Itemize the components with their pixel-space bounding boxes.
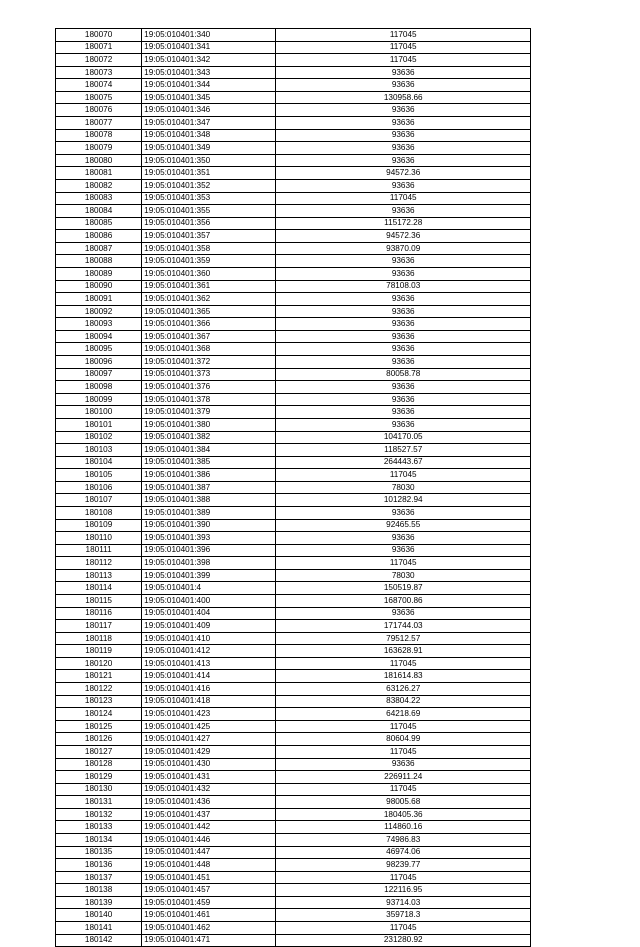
value-cell: 93636 — [276, 117, 531, 130]
table-row — [56, 506, 531, 519]
cadastral-number-cell: 19:05:010401:451 — [142, 871, 276, 884]
cadastral-number-cell: 19:05:010401:413 — [142, 657, 276, 670]
row-number-cell: 180080 — [56, 154, 142, 167]
value-cell: 117045 — [276, 922, 531, 935]
value-cell: 64218.69 — [276, 708, 531, 721]
value-cell: 93636 — [276, 381, 531, 394]
table-row — [56, 431, 531, 444]
value-cell: 93636 — [276, 293, 531, 306]
cadastral-number-cell: 19:05:010401:351 — [142, 167, 276, 180]
value-cell: 78030 — [276, 569, 531, 582]
row-number-cell: 180101 — [56, 418, 142, 431]
value-cell: 93636 — [276, 330, 531, 343]
cadastral-number-cell: 19:05:010401:448 — [142, 859, 276, 872]
row-number-cell: 180112 — [56, 557, 142, 570]
value-cell: 79512.57 — [276, 632, 531, 645]
cadastral-number-cell: 19:05:010401:412 — [142, 645, 276, 658]
table-row — [56, 381, 531, 394]
table-row — [56, 343, 531, 356]
table-row — [56, 884, 531, 897]
row-number-cell: 180122 — [56, 683, 142, 696]
cadastral-number-cell: 19:05:010401:348 — [142, 129, 276, 142]
cadastral-number-cell: 19:05:010401:393 — [142, 532, 276, 545]
table-row — [56, 569, 531, 582]
row-number-cell: 180096 — [56, 356, 142, 369]
cadastral-number-cell: 19:05:010401:442 — [142, 821, 276, 834]
table-row — [56, 645, 531, 658]
table-row — [56, 871, 531, 884]
cadastral-number-cell: 19:05:010401:368 — [142, 343, 276, 356]
row-number-cell: 180092 — [56, 305, 142, 318]
value-cell: 80058.78 — [276, 368, 531, 381]
table-row — [56, 255, 531, 268]
cadastral-number-cell: 19:05:010401:423 — [142, 708, 276, 721]
table-row — [56, 783, 531, 796]
row-number-cell: 180130 — [56, 783, 142, 796]
table-row — [56, 758, 531, 771]
cadastral-number-cell: 19:05:010401:461 — [142, 909, 276, 922]
row-number-cell: 180116 — [56, 607, 142, 620]
table-row — [56, 796, 531, 809]
cadastral-number-cell: 19:05:010401:372 — [142, 356, 276, 369]
table-row — [56, 117, 531, 130]
cadastral-number-cell: 19:05:010401:429 — [142, 745, 276, 758]
table-row — [56, 29, 531, 42]
cadastral-number-cell: 19:05:010401:376 — [142, 381, 276, 394]
value-cell: 117045 — [276, 29, 531, 42]
value-cell: 171744.03 — [276, 620, 531, 633]
cadastral-number-cell: 19:05:010401:399 — [142, 569, 276, 582]
row-number-cell: 180075 — [56, 91, 142, 104]
row-number-cell: 180128 — [56, 758, 142, 771]
row-number-cell: 180097 — [56, 368, 142, 381]
value-cell: 93870.09 — [276, 242, 531, 255]
cadastral-number-cell: 19:05:010401:425 — [142, 720, 276, 733]
table-row — [56, 771, 531, 784]
table-row — [56, 167, 531, 180]
table-row — [56, 91, 531, 104]
row-number-cell: 180079 — [56, 142, 142, 155]
cadastral-number-cell: 19:05:010401:356 — [142, 217, 276, 230]
value-cell: 117045 — [276, 745, 531, 758]
cadastral-number-cell: 19:05:010401:362 — [142, 293, 276, 306]
table-row — [56, 821, 531, 834]
table-row — [56, 808, 531, 821]
table-body — [56, 29, 531, 947]
table-row — [56, 41, 531, 54]
cadastral-number-cell: 19:05:010401:367 — [142, 330, 276, 343]
cadastral-number-cell: 19:05:010401:355 — [142, 205, 276, 218]
table-row — [56, 557, 531, 570]
row-number-cell: 180103 — [56, 444, 142, 457]
row-number-cell: 180102 — [56, 431, 142, 444]
cadastral-number-cell: 19:05:010401:431 — [142, 771, 276, 784]
value-cell: 163628.91 — [276, 645, 531, 658]
cadastral-number-cell: 19:05:010401:388 — [142, 494, 276, 507]
cadastral-number-cell: 19:05:010401:396 — [142, 544, 276, 557]
cadastral-number-cell: 19:05:010401:342 — [142, 54, 276, 67]
table-row — [56, 834, 531, 847]
value-cell: 93636 — [276, 305, 531, 318]
value-cell: 117045 — [276, 720, 531, 733]
cadastral-number-cell: 19:05:010401:343 — [142, 66, 276, 79]
row-number-cell: 180081 — [56, 167, 142, 180]
cadastral-number-cell: 19:05:010401:386 — [142, 469, 276, 482]
value-cell: 93636 — [276, 66, 531, 79]
table-row — [56, 154, 531, 167]
value-cell: 117045 — [276, 871, 531, 884]
table-row — [56, 683, 531, 696]
value-cell: 93636 — [276, 607, 531, 620]
value-cell: 93636 — [276, 418, 531, 431]
value-cell: 180405.36 — [276, 808, 531, 821]
value-cell: 94572.36 — [276, 167, 531, 180]
row-number-cell: 180089 — [56, 267, 142, 280]
table-row — [56, 205, 531, 218]
table-row — [56, 846, 531, 859]
row-number-cell: 180083 — [56, 192, 142, 205]
table-row — [56, 494, 531, 507]
cadastral-number-cell: 19:05:010401:350 — [142, 154, 276, 167]
value-cell: 83804.22 — [276, 695, 531, 708]
table-row — [56, 79, 531, 92]
cadastral-number-cell: 19:05:010401:360 — [142, 267, 276, 280]
value-cell: 93636 — [276, 142, 531, 155]
cadastral-number-cell: 19:05:010401:340 — [142, 29, 276, 42]
table-row — [56, 896, 531, 909]
table-row — [56, 469, 531, 482]
row-number-cell: 180113 — [56, 569, 142, 582]
value-cell: 117045 — [276, 783, 531, 796]
table-row — [56, 393, 531, 406]
cadastral-number-cell: 19:05:010401:373 — [142, 368, 276, 381]
cadastral-number-cell: 19:05:010401:462 — [142, 922, 276, 935]
value-cell: 93636 — [276, 758, 531, 771]
row-number-cell: 180136 — [56, 859, 142, 872]
row-number-cell: 180086 — [56, 230, 142, 243]
value-cell: 117045 — [276, 657, 531, 670]
row-number-cell: 180118 — [56, 632, 142, 645]
value-cell: 93636 — [276, 343, 531, 356]
row-number-cell: 180108 — [56, 506, 142, 519]
value-cell: 63126.27 — [276, 683, 531, 696]
cadastral-number-cell: 19:05:010401:404 — [142, 607, 276, 620]
value-cell: 92465.55 — [276, 519, 531, 532]
table-row — [56, 595, 531, 608]
table-row — [56, 733, 531, 746]
row-number-cell: 180088 — [56, 255, 142, 268]
row-number-cell: 180117 — [56, 620, 142, 633]
row-number-cell: 180099 — [56, 393, 142, 406]
value-cell: 150519.87 — [276, 582, 531, 595]
cadastral-number-cell: 19:05:010401:378 — [142, 393, 276, 406]
cadastral-number-cell: 19:05:010401:410 — [142, 632, 276, 645]
value-cell: 117045 — [276, 192, 531, 205]
table-row — [56, 230, 531, 243]
cadastral-number-cell: 19:05:010401:389 — [142, 506, 276, 519]
row-number-cell: 180109 — [56, 519, 142, 532]
row-number-cell: 180124 — [56, 708, 142, 721]
row-number-cell: 180072 — [56, 54, 142, 67]
value-cell: 226911.24 — [276, 771, 531, 784]
row-number-cell: 180087 — [56, 242, 142, 255]
value-cell: 115172.28 — [276, 217, 531, 230]
value-cell: 78108.03 — [276, 280, 531, 293]
row-number-cell: 180114 — [56, 582, 142, 595]
row-number-cell: 180133 — [56, 821, 142, 834]
value-cell: 93636 — [276, 104, 531, 117]
table-row — [56, 406, 531, 419]
value-cell: 104170.05 — [276, 431, 531, 444]
value-cell: 74986.83 — [276, 834, 531, 847]
table-row — [56, 293, 531, 306]
row-number-cell: 180084 — [56, 205, 142, 218]
value-cell: 93636 — [276, 154, 531, 167]
value-cell: 168700.86 — [276, 595, 531, 608]
table-row — [56, 670, 531, 683]
cadastral-number-cell: 19:05:010401:414 — [142, 670, 276, 683]
value-cell: 78030 — [276, 481, 531, 494]
cadastral-number-cell: 19:05:010401:436 — [142, 796, 276, 809]
cadastral-number-cell: 19:05:010401:365 — [142, 305, 276, 318]
row-number-cell: 180094 — [56, 330, 142, 343]
cadastral-number-cell: 19:05:010401:471 — [142, 934, 276, 947]
row-number-cell: 180085 — [56, 217, 142, 230]
cadastral-number-cell: 19:05:010401:437 — [142, 808, 276, 821]
value-cell: 117045 — [276, 469, 531, 482]
row-number-cell: 180131 — [56, 796, 142, 809]
table-row — [56, 66, 531, 79]
value-cell: 231280.92 — [276, 934, 531, 947]
table-row — [56, 54, 531, 67]
cadastral-number-cell: 19:05:010401:459 — [142, 896, 276, 909]
cadastral-number-cell: 19:05:010401:4 — [142, 582, 276, 595]
row-number-cell: 180120 — [56, 657, 142, 670]
table-row — [56, 519, 531, 532]
value-cell: 114860.16 — [276, 821, 531, 834]
table-row — [56, 532, 531, 545]
value-cell: 46974.06 — [276, 846, 531, 859]
cadastral-number-cell: 19:05:010401:347 — [142, 117, 276, 130]
value-cell: 93636 — [276, 79, 531, 92]
value-cell: 117045 — [276, 41, 531, 54]
table-row — [56, 708, 531, 721]
cadastral-number-cell: 19:05:010401:430 — [142, 758, 276, 771]
value-cell: 93636 — [276, 544, 531, 557]
row-number-cell: 180074 — [56, 79, 142, 92]
value-cell: 93636 — [276, 356, 531, 369]
row-number-cell: 180134 — [56, 834, 142, 847]
value-cell: 181614.83 — [276, 670, 531, 683]
cadastral-number-cell: 19:05:010401:398 — [142, 557, 276, 570]
row-number-cell: 180140 — [56, 909, 142, 922]
table-row — [56, 305, 531, 318]
cadastral-number-cell: 19:05:010401:385 — [142, 456, 276, 469]
row-number-cell: 180093 — [56, 318, 142, 331]
table-row — [56, 745, 531, 758]
value-cell: 98239.77 — [276, 859, 531, 872]
row-number-cell: 180135 — [56, 846, 142, 859]
table-row — [56, 444, 531, 457]
value-cell: 93636 — [276, 393, 531, 406]
row-number-cell: 180082 — [56, 179, 142, 192]
table-row — [56, 607, 531, 620]
value-cell: 130958.66 — [276, 91, 531, 104]
table-row — [56, 356, 531, 369]
row-number-cell: 180070 — [56, 29, 142, 42]
row-number-cell: 180125 — [56, 720, 142, 733]
table-row — [56, 456, 531, 469]
cadastral-number-cell: 19:05:010401:352 — [142, 179, 276, 192]
row-number-cell: 180104 — [56, 456, 142, 469]
row-number-cell: 180107 — [56, 494, 142, 507]
table-row — [56, 657, 531, 670]
value-cell: 122116.95 — [276, 884, 531, 897]
row-number-cell: 180129 — [56, 771, 142, 784]
table-row — [56, 620, 531, 633]
row-number-cell: 180071 — [56, 41, 142, 54]
cadastral-number-cell: 19:05:010401:432 — [142, 783, 276, 796]
table-row — [56, 267, 531, 280]
value-cell: 359718.3 — [276, 909, 531, 922]
row-number-cell: 180091 — [56, 293, 142, 306]
cadastral-number-cell: 19:05:010401:418 — [142, 695, 276, 708]
cadastral-number-cell: 19:05:010401:361 — [142, 280, 276, 293]
value-cell: 93636 — [276, 318, 531, 331]
row-number-cell: 180100 — [56, 406, 142, 419]
cadastral-number-cell: 19:05:010401:416 — [142, 683, 276, 696]
row-number-cell: 180121 — [56, 670, 142, 683]
table-row — [56, 217, 531, 230]
cadastral-number-cell: 19:05:010401:457 — [142, 884, 276, 897]
table-row — [56, 695, 531, 708]
row-number-cell: 180119 — [56, 645, 142, 658]
cadastral-number-cell: 19:05:010401:446 — [142, 834, 276, 847]
table-row — [56, 192, 531, 205]
row-number-cell: 180123 — [56, 695, 142, 708]
value-cell: 101282.94 — [276, 494, 531, 507]
value-cell: 93636 — [276, 179, 531, 192]
row-number-cell: 180077 — [56, 117, 142, 130]
table-row — [56, 142, 531, 155]
value-cell: 98005.68 — [276, 796, 531, 809]
cadastral-number-cell: 19:05:010401:359 — [142, 255, 276, 268]
table-row — [56, 330, 531, 343]
cadastral-number-cell: 19:05:010401:384 — [142, 444, 276, 457]
cadastral-number-cell: 19:05:010401:379 — [142, 406, 276, 419]
row-number-cell: 180139 — [56, 896, 142, 909]
value-cell: 117045 — [276, 54, 531, 67]
table-row — [56, 934, 531, 947]
row-number-cell: 180126 — [56, 733, 142, 746]
row-number-cell: 180073 — [56, 66, 142, 79]
row-number-cell: 180076 — [56, 104, 142, 117]
cadastral-number-cell: 19:05:010401:382 — [142, 431, 276, 444]
data-table — [55, 28, 531, 947]
table-row — [56, 280, 531, 293]
table-row — [56, 418, 531, 431]
cadastral-number-cell: 19:05:010401:358 — [142, 242, 276, 255]
value-cell: 93636 — [276, 267, 531, 280]
cadastral-number-cell: 19:05:010401:353 — [142, 192, 276, 205]
cadastral-number-cell: 19:05:010401:447 — [142, 846, 276, 859]
row-number-cell: 180095 — [56, 343, 142, 356]
cadastral-number-cell: 19:05:010401:341 — [142, 41, 276, 54]
cadastral-number-cell: 19:05:010401:345 — [142, 91, 276, 104]
value-cell: 93714.03 — [276, 896, 531, 909]
row-number-cell: 180142 — [56, 934, 142, 947]
cadastral-number-cell: 19:05:010401:390 — [142, 519, 276, 532]
table-row — [56, 582, 531, 595]
row-number-cell: 180127 — [56, 745, 142, 758]
table-row — [56, 720, 531, 733]
cadastral-number-cell: 19:05:010401:344 — [142, 79, 276, 92]
cadastral-number-cell: 19:05:010401:380 — [142, 418, 276, 431]
table-row — [56, 632, 531, 645]
row-number-cell: 180111 — [56, 544, 142, 557]
row-number-cell: 180090 — [56, 280, 142, 293]
cadastral-number-cell: 19:05:010401:357 — [142, 230, 276, 243]
value-cell: 93636 — [276, 532, 531, 545]
table-row — [56, 481, 531, 494]
row-number-cell: 180138 — [56, 884, 142, 897]
row-number-cell: 180137 — [56, 871, 142, 884]
row-number-cell: 180141 — [56, 922, 142, 935]
cadastral-number-cell: 19:05:010401:366 — [142, 318, 276, 331]
cadastral-number-cell: 19:05:010401:409 — [142, 620, 276, 633]
table-row — [56, 909, 531, 922]
cadastral-number-cell: 19:05:010401:349 — [142, 142, 276, 155]
table-row — [56, 242, 531, 255]
row-number-cell: 180098 — [56, 381, 142, 394]
value-cell: 117045 — [276, 557, 531, 570]
value-cell: 264443.67 — [276, 456, 531, 469]
value-cell: 80604.99 — [276, 733, 531, 746]
table-row — [56, 922, 531, 935]
row-number-cell: 180110 — [56, 532, 142, 545]
value-cell: 93636 — [276, 506, 531, 519]
value-cell: 93636 — [276, 255, 531, 268]
row-number-cell: 180115 — [56, 595, 142, 608]
value-cell: 94572.36 — [276, 230, 531, 243]
row-number-cell: 180078 — [56, 129, 142, 142]
table-row — [56, 859, 531, 872]
cadastral-number-cell: 19:05:010401:400 — [142, 595, 276, 608]
table-row — [56, 129, 531, 142]
row-number-cell: 180105 — [56, 469, 142, 482]
row-number-cell: 180132 — [56, 808, 142, 821]
cadastral-number-cell: 19:05:010401:346 — [142, 104, 276, 117]
cadastral-number-cell: 19:05:010401:427 — [142, 733, 276, 746]
table-row — [56, 104, 531, 117]
cadastral-number-cell: 19:05:010401:387 — [142, 481, 276, 494]
table-row — [56, 179, 531, 192]
value-cell: 93636 — [276, 406, 531, 419]
table-row — [56, 318, 531, 331]
row-number-cell: 180106 — [56, 481, 142, 494]
table-row — [56, 368, 531, 381]
value-cell: 93636 — [276, 129, 531, 142]
table-row — [56, 544, 531, 557]
value-cell: 93636 — [276, 205, 531, 218]
value-cell: 118527.57 — [276, 444, 531, 457]
